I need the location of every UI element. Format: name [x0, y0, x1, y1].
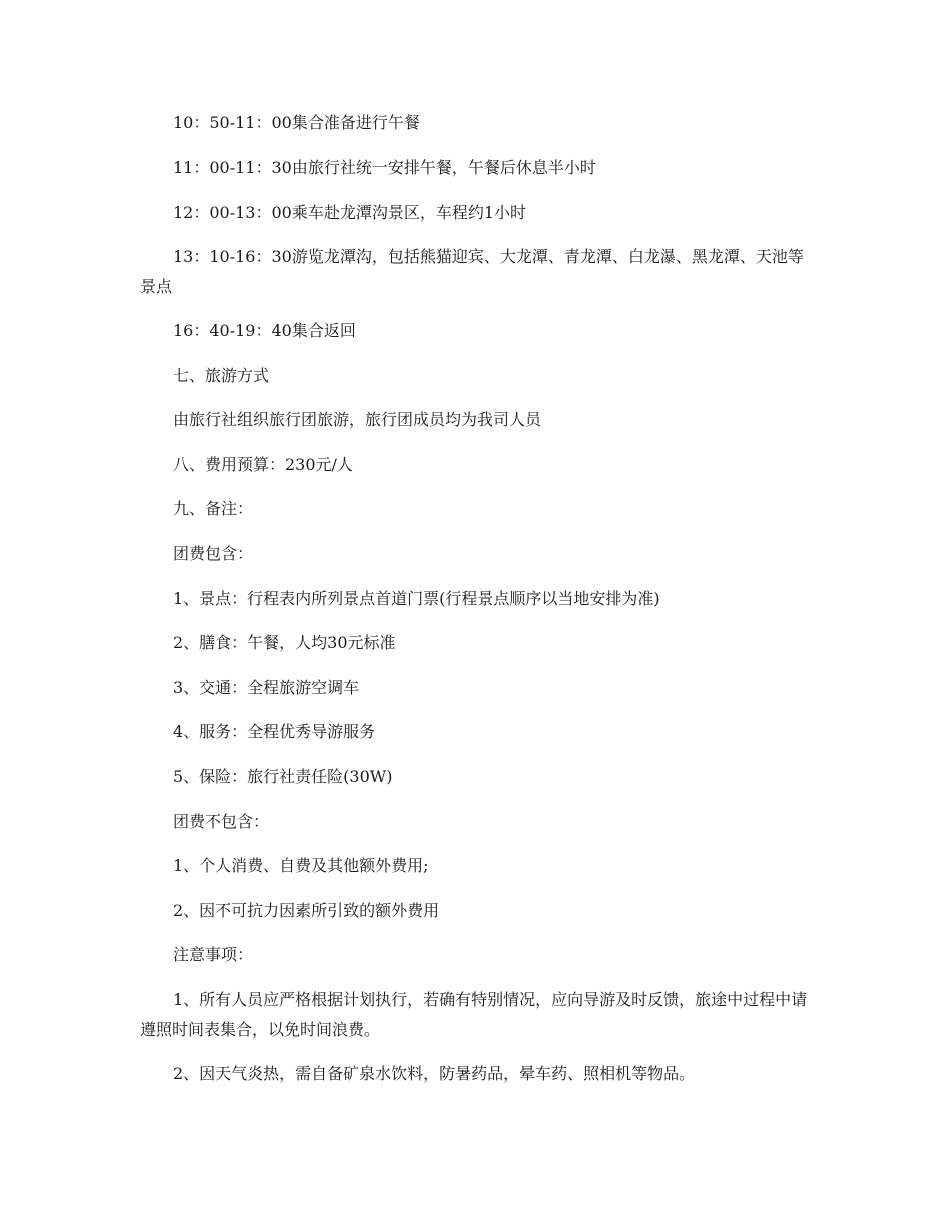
excluded-heading: 团费不包含： [173, 812, 270, 831]
precaution-item-schedule: 1、所有人员应严格根据计划执行，若确有特别情况，应向导游及时反馈，旅途中过程中请遵照时间表集合，以免时间浪费。 [140, 990, 808, 1039]
schedule-item-tour: 13：10-16：30游览龙潭沟，包括熊猫迎宾、大龙潭、青龙潭、白龙瀑、黑龙潭、天池等景点 [140, 247, 804, 296]
schedule-item-return: 16：40-19：40集合返回 [173, 321, 356, 340]
included-item-tickets: 1、景点：行程表内所列景点首道门票(行程景点顺序以当地安排为准) [173, 589, 660, 608]
schedule-item-lunch: 11：00-11：30由旅行社统一安排午餐，午餐后休息半小时 [173, 158, 596, 177]
travel-mode-text: 由旅行社组织旅行团旅游，旅行团成员均为我司人员 [173, 410, 542, 429]
section-heading-budget: 八、费用预算：230元/人 [173, 455, 353, 474]
included-item-insurance: 5、保险：旅行社责任险(30W) [173, 767, 393, 786]
section-heading-notes: 九、备注： [173, 499, 254, 518]
schedule-item-transfer: 12：00-13：00乘车赴龙潭沟景区，车程约1小时 [173, 203, 527, 222]
included-heading: 团费包含： [173, 544, 254, 563]
included-item-service: 4、服务：全程优秀导游服务 [173, 722, 376, 741]
precautions-heading: 注意事项： [173, 945, 254, 964]
included-item-meals: 2、膳食：午餐，人均30元标准 [173, 633, 396, 652]
precaution-item-supplies: 2、因天气炎热，需自备矿泉水饮料，防暑药品，晕车药、照相机等物品。 [173, 1064, 696, 1083]
excluded-item-force-majeure: 2、因不可抗力因素所引致的额外费用 [173, 901, 440, 920]
section-heading-travel-mode: 七、旅游方式 [173, 366, 270, 385]
included-item-transport: 3、交通：全程旅游空调车 [173, 678, 360, 697]
excluded-item-personal: 1、个人消费、自费及其他额外费用; [173, 856, 429, 875]
schedule-item-lunch-gather: 10：50-11：00集合准备进行午餐 [173, 113, 420, 132]
